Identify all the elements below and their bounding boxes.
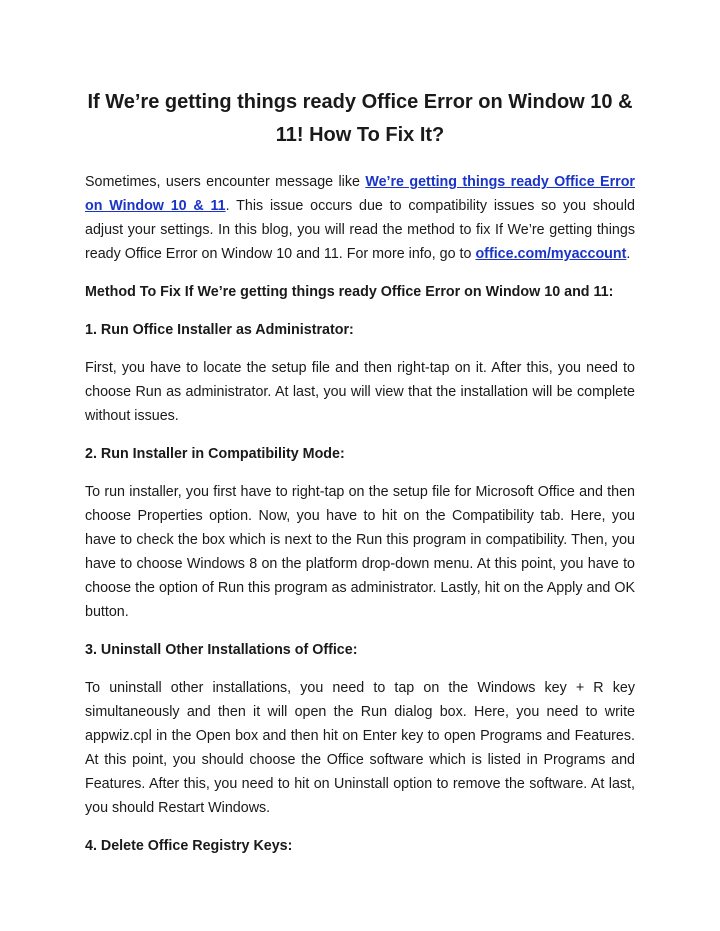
error-article-link[interactable]: We’re getting things ready Office Error on Window 10 & 11	[85, 174, 635, 214]
document-page	[85, 86, 635, 872]
step-1-heading: 1. Run Office Installer as Administrator:	[85, 322, 354, 338]
step-2-heading: 2. Run Installer in Compatibility Mode:	[85, 446, 345, 462]
intro-text-1: Sometimes, users encounter message like	[85, 174, 366, 190]
page-title: If We’re getting things ready Office Error on Window 10 & 11! How To Fix It?	[87, 91, 633, 146]
step-4-heading: 4. Delete Office Registry Keys:	[85, 838, 293, 854]
step-1-body: First, you have to locate the setup file and then right-tap on it. After this, you need to choose Run as administrator. At last, you will view that the installation will be complete without issues.	[85, 360, 635, 424]
step-3-heading: 3. Uninstall Other Installations of Office:	[85, 642, 358, 658]
step-3-body: To uninstall other installations, you need to tap on the Windows key + R key simultaneously and then it will open the Run dialog box. Here, you need to write appwiz.cpl in the Open box and then hit on Enter key to open Programs and Features. At this point, you should choose the Office software which is listed in Programs and Features. After this, you need to hit on Uninstall option to remove the software. At last, you should Restart Windows.	[85, 680, 635, 816]
step-2-body: To run installer, you first have to right-tap on the setup file for Microsoft Office and then choose Properties option. Now, you have to hit on the Compatibility tab. Here, you have to check the box which is next to the Run this program in compatibility. Then, you have to choose Windows 8 on the platform drop-down menu. At this point, you have to choose the option of Run this program as administrator. Lastly, hit on the Apply and OK button.	[85, 484, 635, 620]
intro-text-3: .	[626, 246, 631, 262]
method-heading: Method To Fix If We’re getting things ready Office Error on Window 10 and 11:	[85, 284, 614, 300]
office-account-link[interactable]: office.com/myaccount	[475, 246, 627, 262]
intro-text-2: . This issue occurs due to compatibility issues so you should adjust your settings. In this blog, you will read the method to fix If We’re getting things ready Office Error on Window 10 and 11. For more info, go to	[85, 198, 636, 262]
intro-paragraph	[85, 170, 635, 266]
